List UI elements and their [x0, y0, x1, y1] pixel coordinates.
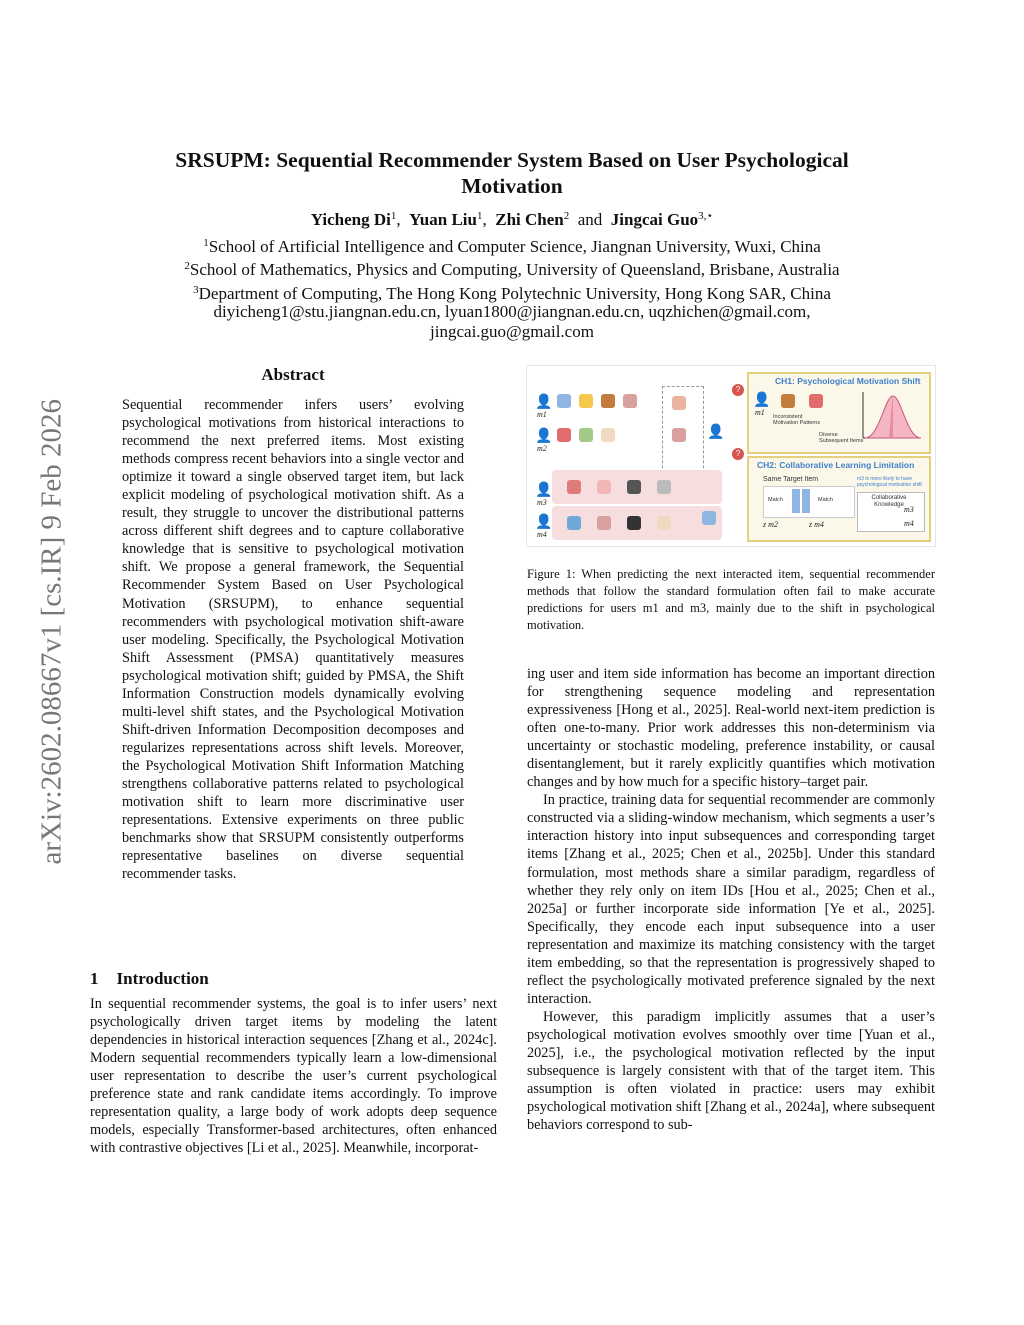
item-bottle-icon	[567, 516, 581, 530]
author-sup: 1	[476, 210, 483, 222]
ch1-panel	[747, 372, 931, 454]
target-cake-icon	[672, 396, 686, 410]
author-name: Yuan Liu	[409, 210, 477, 229]
item-card-icon	[567, 480, 581, 494]
author-sup: 1	[390, 210, 397, 222]
abstract-text: Sequential recommender infers users’ evolving psychological motivations from historical interactions to recommend the next preferred items. Most existing methods compress recent behaviors into a single vector and optimize it toward a single observed target item, but lack explicit modeling of psychological motivation shift. As a result, they struggle to uncover the distributional patterns across different shift degrees and to capture collaborative knowledge that is sensitive to psychological motivation shift. We propose a general framework, the Sequential Recommender System Based on User Psychological Motivation (SRSUPM), to enhance sequential recommenders with psychological motivation shift-aware user modeling. Specifically, the Psychological Motivation Shift Assessment (PMSA) quantitatively measures psychological motivation shift; guided by PMSA, the Shift Information Construction models dynamically evolving multi-level shift states, and the Psychological Motivation Shift-driven Information Decomposition decomposes and regularizes representations across shift levels. Moreover, the Psychological Motivation Shift Information Matching strengthens collaborative patterns related to psychological motivation shift to learn more discriminative user representations. Extensive experiments on three public benchmarks show that SRSUPM consistently outperforms representative baselines on diverse sequential recommender tasks.	[122, 397, 464, 883]
paragraph: In practice, training data for sequential recommender are commonly constructed via a sliding-window mechanism, which segments a user’s interaction history into input subsequences and corresponding target items [Zhang et al., 2025; Chen et al., 2025b]. Under this standard formulation, most methods share a similar paradigm, regardless of whether they rely only on item IDs [Hou et al., 2025; Chen et al., 2025a] or further incorporate side information [Ye et al., 2025]. Specifically, they encode each input subsequence into a user representation and maximize its matching consistency with the target item embedding, so that the representation is progressively shaped to reflect the psychologically motivated preference signaled by the next interaction.	[527, 792, 935, 1007]
ch2-panel	[747, 456, 931, 542]
affiliation-sup: 2	[184, 260, 190, 272]
author-separator: ,	[396, 210, 401, 229]
paper-title	[100, 147, 924, 199]
ch1-label	[773, 414, 820, 426]
item-roller-icon	[601, 428, 615, 442]
item-ring-icon	[657, 480, 671, 494]
same-target-label: Same Target Item	[763, 476, 819, 483]
item-tray-icon	[557, 428, 571, 442]
figure-caption: Figure 1: When predicting the next interacted item, sequential recommender methods that follow the standard formulation often fail to make accurate predictions for users m1 and m3, mainly due to the shift in psychological motivation.	[527, 567, 935, 632]
ch1-label-text: Diverse	[819, 432, 838, 438]
distribution-plot	[859, 388, 925, 446]
intro-heading	[90, 969, 209, 989]
author-sup: 3,⋆	[698, 210, 714, 222]
title-line-1: SRSUPM: Sequential Recommender System Based on User Psychological	[175, 148, 849, 172]
user-label: m3	[904, 505, 914, 514]
author-name: Jingcai Guo	[610, 210, 699, 229]
item-roller-icon	[657, 516, 671, 530]
match-box	[763, 486, 855, 518]
user-label: m4	[537, 530, 547, 539]
item-brush-icon	[781, 394, 795, 408]
affiliation-sup: 1	[203, 237, 209, 249]
ch1-label	[819, 432, 863, 444]
author-sup: 2	[563, 210, 570, 222]
user-icon: 👤	[535, 482, 553, 498]
item-cake-icon	[597, 516, 611, 530]
match-label: Match	[818, 497, 833, 503]
affiliation	[60, 236, 964, 257]
item-pad-icon	[597, 480, 611, 494]
item-cake-icon	[623, 394, 637, 408]
abstract-body	[122, 396, 464, 883]
ch2-title: CH2: Collaborative Learning Limitation	[757, 460, 915, 470]
affiliation-sup: 3	[193, 284, 199, 296]
alert-icon: ?	[732, 384, 744, 396]
section-title: Introduction	[116, 969, 209, 988]
item-cosmetic-icon	[579, 394, 593, 408]
figure-1	[526, 365, 936, 547]
z-label: z m2	[763, 520, 778, 529]
ch1-label-text: Motivation Patterns	[773, 420, 821, 426]
affiliation-text: Department of Computing, The Hong Kong Polytechnic University, Hong Kong SAR, China	[198, 284, 831, 303]
user-icon: 👤	[535, 428, 553, 444]
embedding-bar	[792, 489, 800, 513]
affiliation-text: School of Mathematics, Physics and Computing, University of Queensland, Brisbane, Australia	[189, 260, 840, 279]
item-pack-icon	[579, 428, 593, 442]
user-label: m1	[755, 408, 765, 417]
user-label: m4	[904, 519, 914, 528]
item-bag-icon	[809, 394, 823, 408]
section-number: 1	[90, 969, 99, 988]
ch1-title: CH1: Psychological Motivation Shift	[775, 376, 921, 386]
ch2-note: m3 is more likely to have psychological motivation shift	[857, 476, 922, 488]
item-dryer-icon	[702, 511, 716, 525]
target-cake-icon	[672, 428, 686, 442]
author-and: and	[577, 210, 603, 229]
ch1-label-text: Inconsistent	[773, 414, 803, 420]
intro-body	[90, 995, 497, 1157]
email-line: diyicheng1@stu.jiangnan.edu.cn, lyuan1800@jiangnan.edu.cn, uqzhichen@gmail.com,	[213, 302, 811, 321]
knowledge-label: Collaborative Knowledge	[871, 495, 907, 508]
embedding-bar	[802, 489, 810, 513]
right-column	[527, 665, 935, 1134]
author-name: Zhi Chen	[495, 210, 564, 229]
user-label: m1	[537, 410, 547, 419]
match-label: Match	[768, 497, 783, 503]
paragraph: However, this paradigm implicitly assumes that a user’s psychological motivation evolves smoothly over time [Yuan et al., 2025], i.e., the psychological motivation reflected by the input subsequence is largely consistent with that of the target item. This assumption is often violated in practice: users may exhibit psychological motivation shift [Zhang et al., 2024a], where subsequent behaviors correspond to sub-	[527, 1008, 935, 1134]
item-brush-icon	[601, 394, 615, 408]
title-line-2: Motivation	[461, 174, 563, 198]
item-bottle-icon	[557, 394, 571, 408]
item-scissors-icon	[627, 516, 641, 530]
user-icon: 👤	[535, 394, 553, 410]
affiliation-text: School of Artificial Intelligence and Computer Science, Jiangnan University, Wuxi, China	[208, 237, 821, 256]
intro-paragraph: In sequential recommender systems, the goal is to infer users’ next psychologically driven target items by modeling the latent dependencies in historical interaction sequences [Zhang et al., 2024c]. Modern sequential recommenders typically learn a low-dimensional user representation to describe the user’s current psychological preference state and rank candidate items accordingly. To improve representation quality, a large body of work adopts deep sequence models, especially Transformer-based architectures, often enhanced with contrastive objectives [Li et al., 2025]. Meanwhile, incorporat-	[90, 996, 497, 1157]
item-comb-icon	[627, 480, 641, 494]
user-icon: 👤	[753, 392, 771, 408]
ch1-label-text: Subsequent Items	[819, 438, 864, 444]
abstract-heading: Abstract	[261, 365, 325, 384]
paragraph: ing user and item side information has become an important direction for strengthening sequence modeling and representation expressiveness [Hong et al., 2025]. Real-world next-item prediction is often one-to-many. Prior work addresses this non-determinism via uncertainty or stochastic modeling, preference instability, or causal disentanglement, but it rarely explicitly quantifies which motivation changes and by how much for a specific history–target pair.	[527, 666, 935, 791]
user-label: m2	[537, 444, 547, 453]
alert-icon: ?	[732, 448, 744, 460]
author-name: Yicheng Di	[310, 210, 391, 229]
author-separator: ,	[482, 210, 487, 229]
knowledge-box	[857, 492, 925, 532]
arxiv-stamp: arXiv:2602.08667v1 [cs.IR] 9 Feb 2026	[35, 398, 68, 865]
email-line: jingcai.guo@gmail.com	[430, 322, 594, 341]
affiliation	[60, 259, 964, 280]
user-icon: 👤	[535, 514, 553, 530]
user-label: m3	[537, 498, 547, 507]
author-list	[100, 210, 924, 230]
user-icon: 👤	[707, 424, 725, 440]
z-label: z m4	[809, 520, 824, 529]
